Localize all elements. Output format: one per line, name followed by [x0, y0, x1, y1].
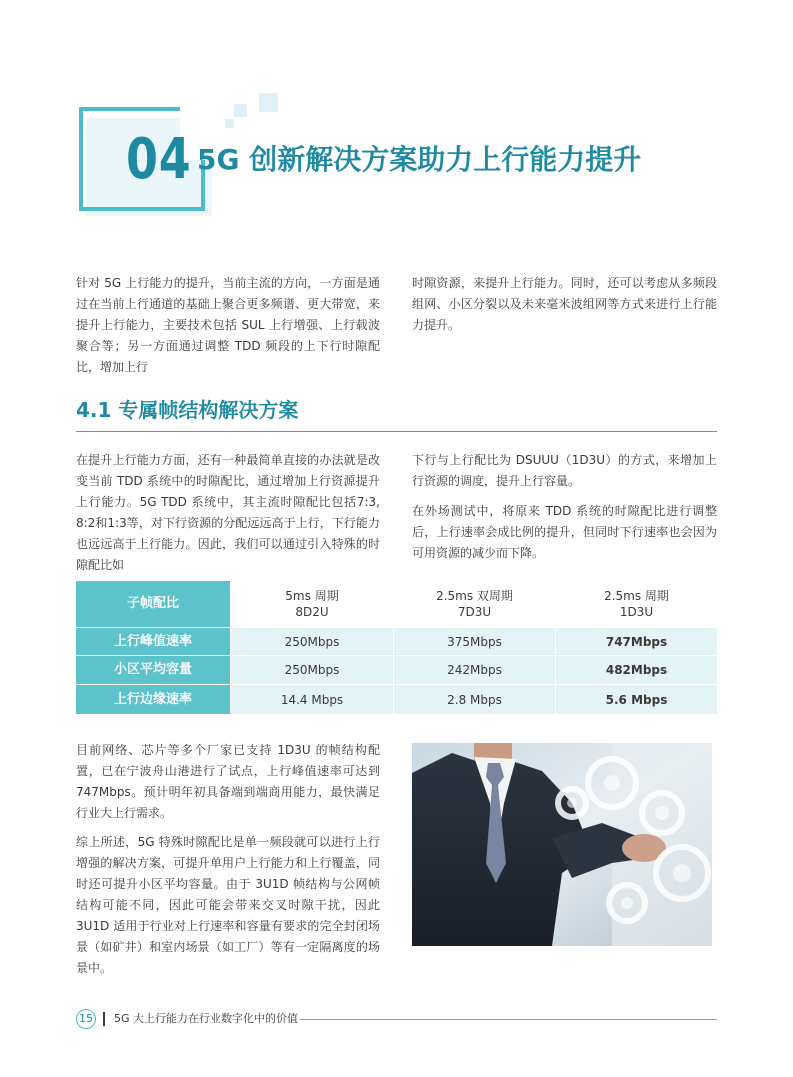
deco-square [225, 119, 234, 128]
footer-title: 5G 大上行能力在行业数字化中的价值 [114, 1012, 299, 1025]
section-title: 4.1 专属帧结构解决方案 [76, 398, 299, 422]
column-period: 2.5ms 双周期 [436, 589, 513, 603]
deco-square [259, 93, 278, 112]
column-ratio: 8D2U [295, 605, 329, 619]
table-cell: 375Mbps [394, 628, 555, 655]
intro-right-paragraph: 时隙资源，来提升上行能力。同时，还可以考虑从多频段组网、小区分裂以及未来毫米波组网等方式来进行上行能力提升。 [412, 276, 717, 332]
chapter-title: 5G 创新解决方案助力上行能力提升 [197, 143, 642, 176]
deco-square [234, 104, 247, 117]
table-row-label: 小区平均容量 [76, 656, 230, 684]
column-period: 2.5ms 周期 [604, 589, 669, 603]
table-cell: 482Mbps [556, 656, 717, 684]
table-cell: 242Mbps [394, 656, 555, 684]
intro-left-paragraph: 针对 5G 上行能力的提升，当前主流的方向，一方面是通过在当前上行通道的基础上聚合更多频谱、更大带宽，来提升上行能力，主要技术包括 SUL 上行增强、上行载波聚合等；另一方面通过调整 TDD 频段的上下行时隙配比，增加上行 [76, 276, 380, 374]
section-left-paragraph: 在提升上行能力方面，还有一种最简单直接的办法就是改变当前 TDD 系统中的时隙配比，通过增加上行资源提升上行能力。5G TDD 系统中，其主流时隙配比包括7:3, 8:2和1:3等，对下行资源的分配远远高于上行，下行能力也远远高于上行能力。因此，我们可以通过引入特殊的时隙配比如 [76, 453, 380, 572]
table-row-label: 上行边缘速率 [76, 685, 230, 714]
frame-ratio-table [76, 581, 717, 714]
section-right-paragraph-2: 在外场测试中，将原来 TDD 系统的时隙配比进行调整后，上行速率会成比例的提升，但同时下行速率也会因为可用资源的减少而下降。 [412, 504, 717, 560]
table-column-header [394, 581, 555, 627]
table-row-label: 上行峰值速率 [76, 628, 230, 655]
table-cell: 14.4 Mbps [231, 685, 393, 714]
column-ratio: 7D3U [457, 605, 492, 619]
section-divider [76, 431, 717, 432]
table-header-label: 子帧配比 [76, 581, 230, 627]
lower-paragraph-1: 目前网络、芯片等多个厂家已支持 1D3U 的帧结构配置，已在宁波舟山港进行了试点，上行峰值速率可达到 747Mbps。预计明年初具备端到端商用能力，最快满足行业大上行需求。 [76, 743, 380, 820]
table-cell: 250Mbps [231, 628, 393, 655]
table-cell: 747Mbps [556, 628, 717, 655]
businessman-gears-photo [412, 743, 712, 946]
chapter-number: 04 [126, 127, 192, 192]
lower-paragraph-2: 综上所述，5G 特殊时隙配比是单一频段就可以进行上行增强的解决方案，可提升单用户上行能力和上行覆盖，同时还可提升小区平均容量。由于 3U1D 帧结构与公网帧结构可能不同，因此可能会带来交叉时隙干扰，因此 3U1D 适用于行业对上行速率和容量有要求的完全封闭场景（如矿井）和室内场景（如工厂）等有一定隔离度的场景中。 [76, 835, 380, 975]
column-ratio: 1D3U [619, 605, 654, 619]
table-column-header [556, 581, 717, 627]
section-right-paragraph-1: 下行与上行配比为 DSUUU（1D3U）的方式，来增加上行资源的调度，提升上行容量。 [412, 453, 717, 488]
footer-rule [300, 1019, 717, 1020]
page-number: 15 [76, 1009, 96, 1029]
footer-separator [103, 1012, 105, 1026]
table-column-header [231, 581, 393, 627]
table-cell: 250Mbps [231, 656, 393, 684]
table-cell: 2.8 Mbps [394, 685, 555, 714]
column-period: 5ms 周期 [285, 589, 339, 603]
table-cell: 5.6 Mbps [556, 685, 717, 714]
